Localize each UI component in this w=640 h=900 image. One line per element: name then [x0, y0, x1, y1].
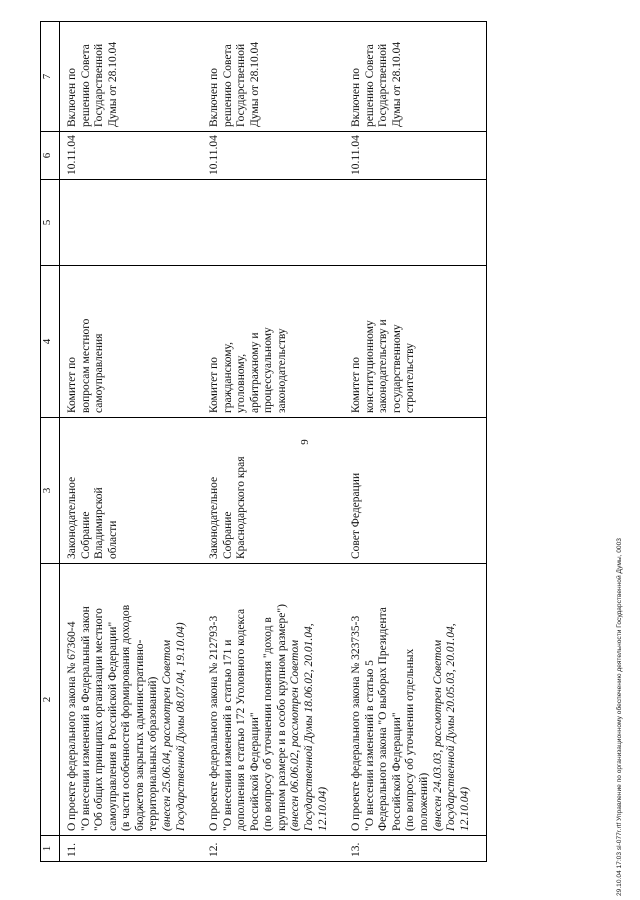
- committee-cell: [60, 266, 203, 418]
- basis-cell: [60, 22, 203, 132]
- initiator-line: Законодательное: [66, 476, 78, 559]
- bill-title-line: (по вопросу об уточнении понятия "доход в: [262, 617, 275, 831]
- initiator-line: Законодательное: [208, 476, 221, 559]
- committee-line: законодательству и: [377, 319, 390, 413]
- bill-title-cell: [60, 564, 203, 836]
- initiator-line: Совет Федерации: [350, 472, 363, 559]
- committee-line: Комитет по: [66, 357, 78, 413]
- bill-note-line: Государственной Думы 18.06.02, 20.01.04,: [303, 623, 315, 831]
- date-value: 10.11.04: [208, 135, 221, 175]
- committee-line: вопросам местного: [79, 318, 92, 413]
- empty-cell: [202, 180, 344, 266]
- committee-line: Комитет по: [208, 357, 221, 413]
- bill-note-line: 12.10.04): [316, 786, 329, 831]
- table-body: [60, 22, 487, 862]
- committee-cell: [344, 266, 487, 418]
- bill-title-line: Российской Федерации": [248, 712, 261, 831]
- bill-title-line: бюджетов закрытых административно-: [133, 639, 146, 831]
- column-number: 3: [41, 418, 60, 564]
- bill-title-line: положений): [417, 772, 430, 831]
- committee-line: процессуальному: [262, 327, 275, 413]
- committee-line: самоуправления: [93, 333, 106, 413]
- initiator-cell: [60, 418, 203, 564]
- date-value: 10.11.04: [66, 135, 78, 175]
- basis-cell: [202, 22, 344, 132]
- bill-title-line: Российской Федерации": [390, 712, 403, 831]
- bill-title-line: самоуправления в Российской Федерации": [106, 621, 119, 831]
- empty-cell: [60, 180, 203, 266]
- committee-cell: [202, 266, 344, 418]
- date-cell: [60, 132, 203, 180]
- date-cell: [202, 132, 344, 180]
- rotated-sheet: [40, 22, 615, 862]
- item-number-cell: [344, 836, 487, 862]
- column-number: 1: [41, 836, 60, 862]
- bill-note-line: 12.10.04): [458, 786, 471, 831]
- basis-line: решению Совета: [363, 44, 376, 127]
- bill-note-line: Государственной Думы 08.07.04, 19.10.04): [174, 622, 187, 831]
- column-number: 2: [41, 564, 60, 836]
- agenda-table: [40, 21, 487, 862]
- initiator-line: Собрание: [221, 511, 234, 559]
- committee-line: государственному: [390, 324, 403, 413]
- initiator-line: Краснодарского края: [235, 456, 248, 559]
- bill-title-line: "О внесении изменений в статью 5: [363, 660, 376, 831]
- bill-title-line: (по вопросу об уточнении отдельных: [404, 648, 417, 831]
- bill-note-line: (внесен 24.03.03, рассмотрен Советом: [431, 639, 444, 831]
- column-number: 5: [41, 180, 60, 266]
- basis-line: решению Совета: [79, 44, 92, 127]
- basis-line: Включен по: [350, 68, 363, 127]
- committee-line: строительству: [404, 343, 417, 413]
- committee-line: уголовному,: [235, 353, 248, 413]
- bill-title-line: территориальных образований): [147, 676, 160, 831]
- column-number: 6: [41, 132, 60, 180]
- column-number: 4: [41, 266, 60, 418]
- bill-title-line: О проекте федерального закона № 323735-3: [350, 615, 363, 831]
- column-number: 7: [41, 22, 60, 132]
- initiator-cell: [202, 418, 344, 564]
- bill-title-line: дополнения в статью 172 Уголовного кодекса: [235, 608, 248, 831]
- table-row: [60, 22, 203, 862]
- item-number-cell: [60, 836, 203, 862]
- basis-line: Думы от 28.10.04: [248, 41, 261, 127]
- bill-note-line: (внесен 06.06.02, рассмотрен Советом: [289, 639, 302, 831]
- committee-line: законодательству: [275, 328, 288, 413]
- empty-cell: [344, 180, 487, 266]
- item-number: 12.: [208, 842, 221, 857]
- bill-title-line: О проекте федерального закона № 67360-4: [66, 621, 78, 831]
- item-number: 13.: [350, 842, 363, 857]
- footer-note: 29.10.04 17:03 sl-077r.rtf Управление по организационному обеспечению деятельности Государственной Думы, 0003: [616, 538, 623, 896]
- table-row: [202, 22, 344, 862]
- basis-line: Государственной: [235, 43, 248, 127]
- initiator-line: Собрание: [79, 511, 92, 559]
- initiator-line: области: [106, 520, 119, 559]
- committee-line: арбитражному и: [248, 332, 261, 413]
- table-row: [344, 22, 487, 862]
- bill-title-line: "О внесении изменений в статью 171 и: [221, 639, 234, 831]
- date-cell: [344, 132, 487, 180]
- initiator-line: Владимирской: [93, 487, 106, 559]
- basis-cell: [344, 22, 487, 132]
- bill-title-line: О проекте федерального закона № 212793-3: [208, 615, 221, 831]
- basis-line: Включен по: [208, 68, 221, 127]
- basis-line: Государственной: [377, 43, 390, 127]
- committee-line: Комитет по: [350, 357, 363, 413]
- basis-line: Думы от 28.10.04: [106, 41, 119, 127]
- bill-title-line: "О внесении изменений в Федеральный закон: [79, 606, 92, 831]
- column-number-row: [41, 22, 60, 862]
- bill-note-line: Государственной Думы 20.05.03, 20.01.04,: [445, 623, 458, 831]
- basis-line: Думы от 28.10.04: [390, 41, 403, 127]
- basis-line: решению Совета: [221, 44, 234, 127]
- bill-title-line: Федерального закона "О выборах Президента: [377, 607, 390, 831]
- item-number: 11.: [66, 843, 78, 857]
- basis-line: Включен по: [66, 68, 78, 127]
- bill-title-cell: [202, 564, 344, 836]
- bill-title-cell: [344, 564, 487, 836]
- item-number-cell: [202, 836, 344, 862]
- committee-line: гражданскому,: [221, 341, 234, 413]
- bill-title-line: "Об общих принципах организации местного: [93, 608, 106, 831]
- bill-note-line: (внесен 25.06.04, рассмотрен Советом: [160, 639, 173, 831]
- date-value: 10.11.04: [350, 135, 363, 175]
- basis-line: Государственной: [93, 43, 106, 127]
- committee-line: конституционному: [363, 320, 376, 413]
- page-number: 9: [298, 439, 311, 445]
- bill-title-line: крупном размере и в особо крупном размере"): [275, 604, 288, 831]
- bill-title-line: (в части особенностей формирования доходов: [120, 604, 133, 831]
- initiator-cell: [344, 418, 487, 564]
